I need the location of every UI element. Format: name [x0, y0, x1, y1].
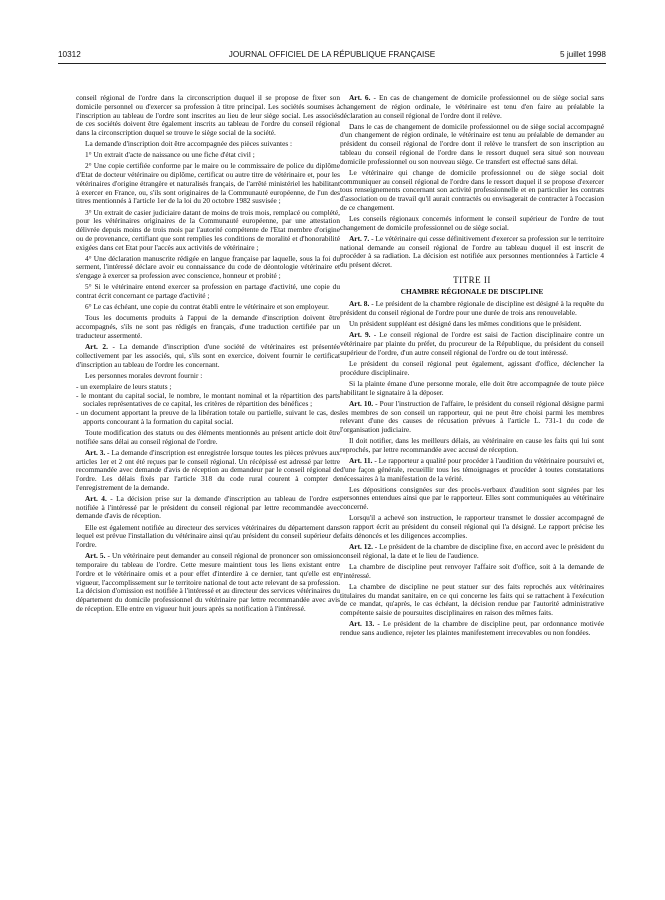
article-label: Art. 6. — [349, 93, 371, 102]
article-label: Art. 3. — [85, 447, 106, 457]
paragraph: Lorsqu'il a achevé son instruction, le rapporteur transmet le dossier accompagné de son rapport écrit au président du conseil régional qui l'a désigné. Le rapport précise les faits dénoncés et les diligences accomplies. — [340, 513, 604, 540]
article-label: Art. 7. — [349, 233, 370, 243]
paragraph: Un président suppléant est désigné dans les mêmes conditions que le président. — [349, 319, 582, 329]
article-text: - Le président de la chambre régionale de discipline est désigné à la requête du président du conseil régional de l'ordre pour une durée de trois ans renouvelable. — [340, 299, 604, 318]
article-text: - Pour l'instruction de l'affaire, le président du conseil régional désigne parmi les membres de son conseil un rapporteur, qui ne peut être choisi parmi les membres relevant d'une des causes de récusation prévues à l'article L. 731-1 du code de l'organisation judiciaire. — [340, 398, 604, 435]
article-text: - En cas de changement de domicile professionnel ou de siège social sans changement de région ordinale, le vétérinaire est tenu d'en faire au préalable la déclaration au conseil régional de l'ordre dont il relève. — [340, 93, 604, 120]
paragraph: 4° Une déclaration manuscrite rédigée en langue française par laquelle, sous la foi du serment, l'intéressé déclare avoir eu connaissance du code de déontologie vétérinaire et s'engage à exercer sa profession avec conscience, honneur et probité ; — [76, 253, 340, 281]
paragraph: Il doit notifier, dans les meilleurs délais, au vétérinaire en cause les faits qui lui sont reprochés, par lettre recommandée avec accusé de réception. — [340, 436, 604, 454]
article-11 — [340, 457, 604, 483]
article-4 — [76, 495, 340, 521]
article-text: - Le rapporteur a qualité pour procéder à l'audition du vétérinaire poursuivi et, d'une façon générale, recueillir tous les témoignages et procéder à toutes constatations nécessaires à la manifestation de la vérité. — [340, 456, 604, 483]
article-label: Art. 11. — [349, 456, 373, 466]
header-rule — [58, 63, 606, 64]
journal-title: JOURNAL OFFICIEL DE LA RÉPUBLIQUE FRANÇAISE — [228, 50, 436, 59]
chapter-heading: CHAMBRE RÉGIONALE DE DISCIPLINE — [400, 286, 544, 296]
article-label: Art. 13. — [349, 619, 375, 629]
article-text: - La demande d'inscription d'une société de vétérinaires est présentée collectivement par les associés, qui, s'ils sont en exercice, doivent fournir le certificat d'inscription au tableau de l'ordre les concernant. — [76, 342, 340, 369]
page-header — [58, 50, 606, 64]
paragraph: Toute modification des statuts ou des éléments mentionnés au présent article doit être notifiée sans délai au conseil régional de l'ordre. — [76, 427, 340, 446]
article-13 — [340, 620, 604, 638]
article-6 — [340, 94, 604, 120]
title-heading: TITRE II — [453, 274, 491, 285]
article-label: Art. 4. — [85, 493, 107, 503]
article-10 — [340, 400, 604, 435]
paragraph: La demande d'inscription doit être accompagnée des pièces suivantes : — [85, 139, 293, 149]
paragraph: Les dépositions consignées sur des procès-verbaux d'audition sont signées par les personnes entendues ainsi que par le rapporteur. Elles sont communiquées au vétérinaire concerné. — [340, 484, 604, 512]
paragraph: La chambre de discipline peut renvoyer l'affaire soit d'office, soit à la demande de l'intéressé. — [340, 561, 604, 580]
article-label: Art. 9. — [349, 330, 371, 340]
article-9 — [340, 331, 604, 357]
left-column — [76, 94, 340, 616]
article-label: Art. 2. — [85, 342, 108, 352]
article-text: - Le vétérinaire qui cesse définitivement d'exercer sa profession sur le territoire national demande au conseil régional de l'ordre au tableau duquel il est inscrit de procéder à sa radiation. La décision est notifiée aux personnes mentionnées à l'article 4 du présent décret. — [340, 233, 604, 270]
article-text: - Un vétérinaire peut demander au conseil régional de prononcer son omission temporaire du tableau de l'ordre. Cette mesure maintient tous les liens existant entre l'ordre et le vétérinaire omis et a pour effet d'interdire à ce dernier, tant qu'elle est en vigueur, l'accomplissement sur le territoire national de tout acte relevant de sa profession. La décision d'omission est notifiée à l'intéressé et au directeur des services vétérinaires du département du domicile professionnel du vétérinaire par lettre recommandée avec avis de réception. Elle entre en vigueur huit jours après sa notification à l'intéressé. — [76, 551, 340, 613]
article-text: - Le président de la chambre de discipline fixe, en accord avec le président du conseil régional, la date et le lieu de l'audience. — [340, 541, 604, 560]
page-number: 10312 — [58, 50, 81, 59]
paragraph: 6° Le cas échéant, une copie du contrat établi entre le vétérinaire et son employeur. — [85, 302, 329, 312]
right-column — [340, 94, 604, 640]
article-7 — [340, 235, 604, 270]
list-item: - un exemplaire de leurs statuts ; — [76, 381, 172, 391]
article-8 — [340, 300, 604, 318]
paragraph: Les conseils régionaux concernés informent le conseil supérieur de l'ordre de tout changement de domicile professionnel ou de siège social. — [340, 213, 604, 232]
paragraph: Les personnes morales devront fournir : — [85, 370, 203, 380]
paragraph: Elle est également notifiée au directeur des services vétérinaires du département dans lequel est prévue l'installation du vétérinaire ainsi qu'au président du conseil supérieur de l'ordre. — [76, 522, 340, 550]
article-3 — [76, 449, 340, 493]
paragraph: 2° Une copie certifiée conforme par le maire ou le commissaire de police du diplôme d'Etat de docteur vétérinaire ou diplôme, certificat ou autre titre de vétérinaire et, pour les vétérinaires d'origine étrangère et naturalisés français, de l'arrêté ministériel les habilitant à exercer en France, ou, s'ils sont originaires de la Communauté européenne, de l'un des titres mentionnés à l'article 1er de la loi du 20 octobre 1982 susvisée ; — [76, 161, 340, 206]
paragraph: 1° Un extrait d'acte de naissance ou une fiche d'état civil ; — [85, 150, 255, 160]
article-label: Art. 10. — [349, 398, 374, 408]
paragraph: 3° Un extrait de casier judiciaire datant de moins de trois mois, remplacé ou complété, pour les vétérinaires originaires de la Communauté européenne, par une attestation délivrée depuis moins de trois mois par l'autorité compétente de l'Etat membre d'origine ou de provenance, certifiant que sont remplies les conditions de moralité et d'honorabilité exigées dans cet Etat pour l'accès aux activités de vétérinaire ; — [76, 207, 340, 252]
article-2 — [76, 343, 340, 369]
paragraph: Le vétérinaire qui change de domicile professionnel ou de siège social doit communiquer au conseil régional de l'ordre dans le ressort duquel il se propose d'exercer tous renseignements concernant son activité professionnelle et en particulier les contrats d'association ou de travail qu'il aurait contractés ou envisagerait de contracter à l'occasion de ce changement. — [340, 167, 604, 212]
paragraph: Le président du conseil régional peut également, agissant d'office, déclencher la procédure disciplinaire. — [340, 358, 604, 377]
article-12 — [340, 543, 604, 561]
article-label: Art. 5. — [85, 551, 106, 561]
article-text: - La demande d'inscription est enregistrée lorsque toutes les pièces prévues aux articles 1er et 2 ont été reçues par le conseil régional. Un récépissé est adressé par lettre recommandée avec demande d'avis de réception au demandeur par le conseil régional de l'ordre. Les délais fixés par l'article 318 du code rural courent à compter de l'enregistrement de la demande. — [76, 447, 340, 492]
list-item: - un document apportant la preuve de la libération totale ou partielle, suivant le cas, des apports concourant à la formation du capital social. — [76, 408, 340, 426]
paragraph: La chambre de discipline ne peut statuer sur des faits reprochés aux vétérinaires titulaires du mandat sanitaire, en ce qui concerne les faits qui se rattachent à l'exécution de ce mandat, qu'après, le cas échéant, la décision rendue par l'autorité administrative compétente saisie de poursuites disciplinaires en raison des mêmes faits. — [340, 581, 604, 617]
paragraph: conseil régional de l'ordre dans la circonscription duquel il se propose de fixer son domicile personnel ou d'exercer sa profession à titre principal. Les sociétés soumises à l'inscription au tableau de l'ordre sont inscrites au lieu de leur siège social. Les associés de ces sociétés doivent être également inscrits au tableau de l'ordre du conseil régional dans la circonscription duquel se trouve le siège social de la société. — [76, 93, 340, 137]
publication-date: 5 juillet 1998 — [560, 50, 606, 59]
article-5 — [76, 552, 340, 613]
article-text: - Le conseil régional de l'ordre est saisi de l'action disciplinaire contre un vétérinaire par plainte du préfet, du procureur de la République, du président du conseil supérieur de l'ordre, d'un autre conseil régional de l'ordre ou de tout intéressé. — [340, 330, 604, 357]
article-label: Art. 8. — [349, 299, 370, 309]
paragraph: Dans le cas de changement de domicile professionnel ou de siège social accompagné d'un changement de région ordinale, le vétérinaire est tenu au préalable de demander au président du conseil régional de l'ordre dont il relève le transfert de son inscription au tableau du conseil régional de l'ordre dans le ressort duquel sera situé son nouveau domicile professionnel ou son nouveau siège. Ce transfert est effectué sans délai. — [340, 121, 604, 166]
paragraph: Tous les documents produits à l'appui de la demande d'inscription doivent être accompagnés, s'ils ne sont pas rédigés en français, d'une traduction certifiée par un traducteur assermenté. — [76, 313, 340, 340]
article-text: - La décision prise sur la demande d'inscription au tableau de l'ordre est notifiée à l'intéressé par le président du conseil régional par lettre recommandée avec demande d'avis de réception. — [76, 493, 340, 521]
article-text: - Le président de la chambre de discipline peut, par ordonnance motivée rendue sans audience, rejeter les plaintes manifestement irrecevables ou non fondées. — [340, 619, 604, 637]
required-documents-list — [76, 383, 340, 427]
paragraph: Si la plainte émane d'une personne morale, elle doit être accompagnée de toute pièce habilitant le signataire à la déposer. — [340, 378, 604, 397]
list-item: - le montant du capital social, le nombre, le montant nominal et la répartition des parts sociales représentatives de ce capital, les critères de répartition des bénéfices ; — [76, 390, 340, 409]
paragraph: 5° Si le vétérinaire entend exercer sa profession en partage d'activité, une copie du contrat écrit concernant ce partage d'activité ; — [76, 282, 340, 301]
article-label: Art. 12. — [349, 541, 373, 551]
